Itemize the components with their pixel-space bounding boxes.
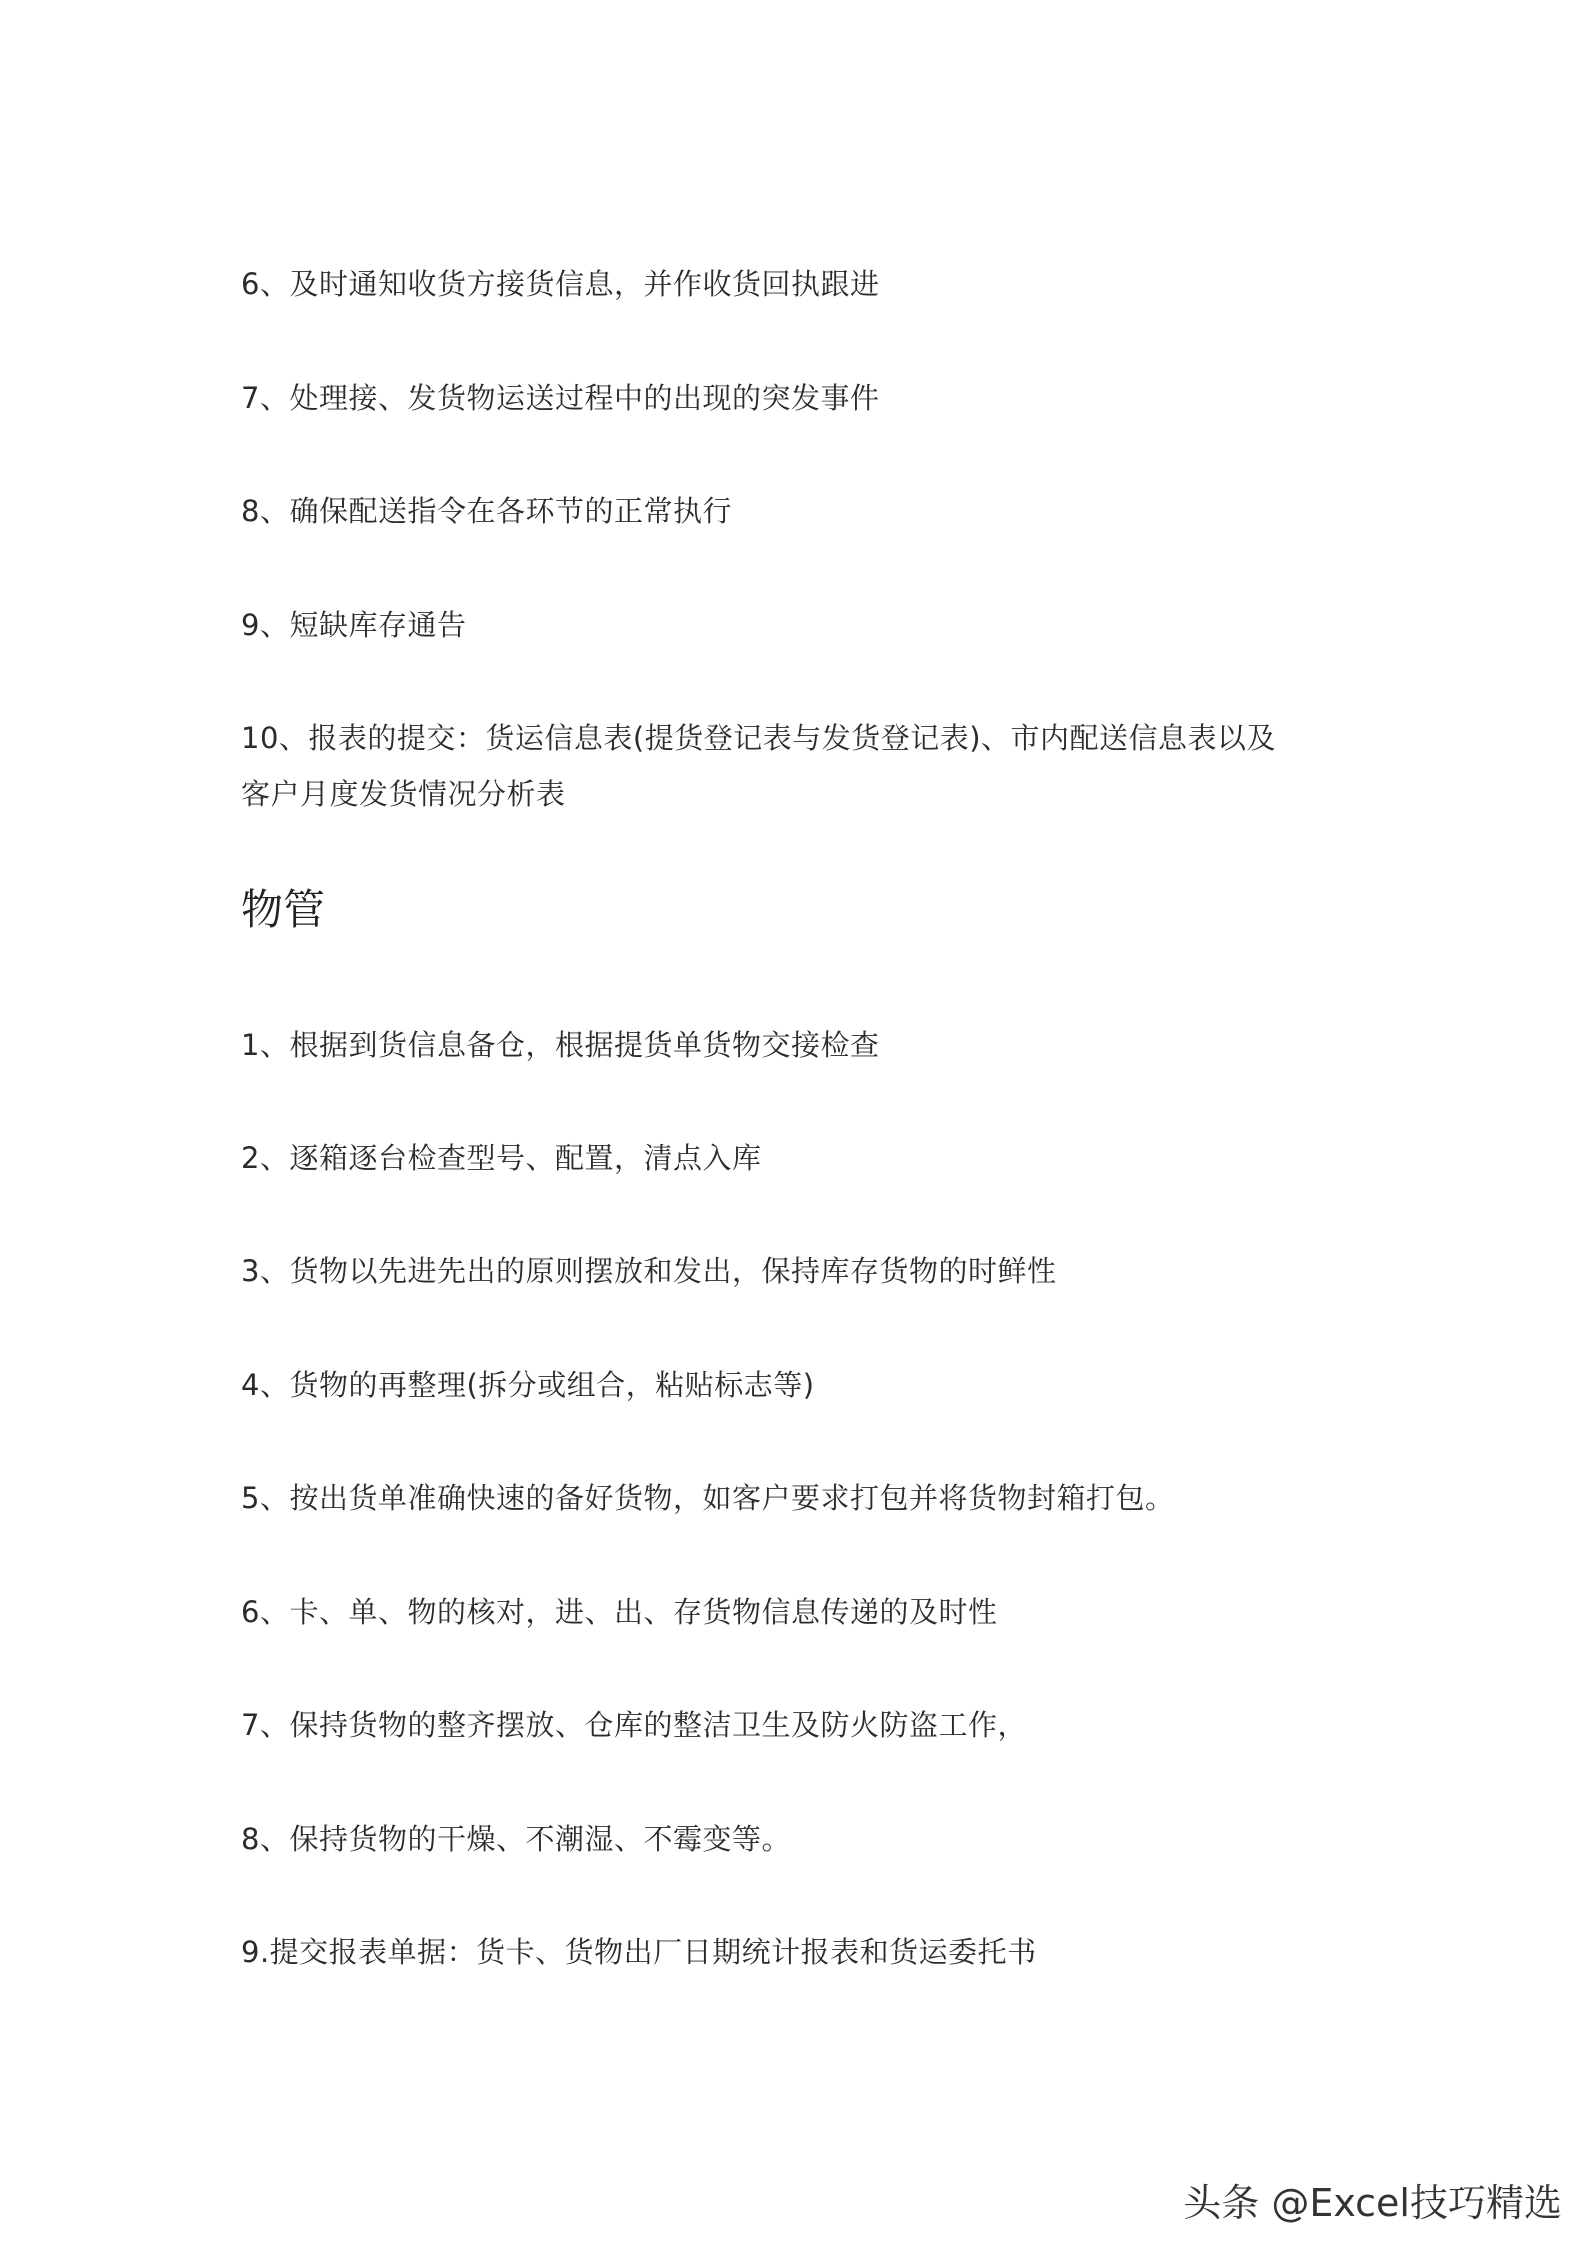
- list-item: 7、保持货物的整齐摆放、仓库的整洁卫生及防火防盗工作，: [241, 1708, 1027, 1742]
- list-item: 8、保持货物的干燥、不潮湿、不霉变等。: [241, 1822, 791, 1856]
- list-item: 8、确保配送指令在各环节的正常执行: [241, 494, 732, 528]
- watermark: 头条 @Excel技巧精选: [1183, 2181, 1562, 2225]
- list-item: 5、按出货单准确快速的备好货物，如客户要求打包并将货物封箱打包。: [241, 1481, 1175, 1515]
- list-item: 2、逐箱逐台检查型号、配置，清点入库: [241, 1141, 762, 1175]
- list-item: 3、货物以先进先出的原则摆放和发出，保持库存货物的时鲜性: [241, 1254, 1057, 1288]
- list-item: 10、报表的提交：货运信息表(提货登记表与发货登记表)、市内配送信息表以及: [241, 721, 1277, 755]
- list-item: 9、短缺库存通告: [241, 608, 467, 642]
- list-item: 1、根据到货信息备仓，根据提货单货物交接检查: [241, 1028, 880, 1062]
- list-item: 6、及时通知收货方接货信息，并作收货回执跟进: [241, 267, 880, 301]
- section-heading: 物管: [241, 885, 326, 934]
- list-item: 6、卡、单、物的核对，进、出、存货物信息传递的及时性: [241, 1595, 998, 1629]
- list-item: 9.提交报表单据：货卡、货物出厂日期统计报表和货运委托书: [241, 1935, 1037, 1969]
- list-item: 4、货物的再整理(拆分或组合，粘贴标志等): [241, 1368, 815, 1402]
- list-item-continuation: 客户月度发货情况分析表: [241, 777, 566, 811]
- list-item: 7、处理接、发货物运送过程中的出现的突发事件: [241, 381, 880, 415]
